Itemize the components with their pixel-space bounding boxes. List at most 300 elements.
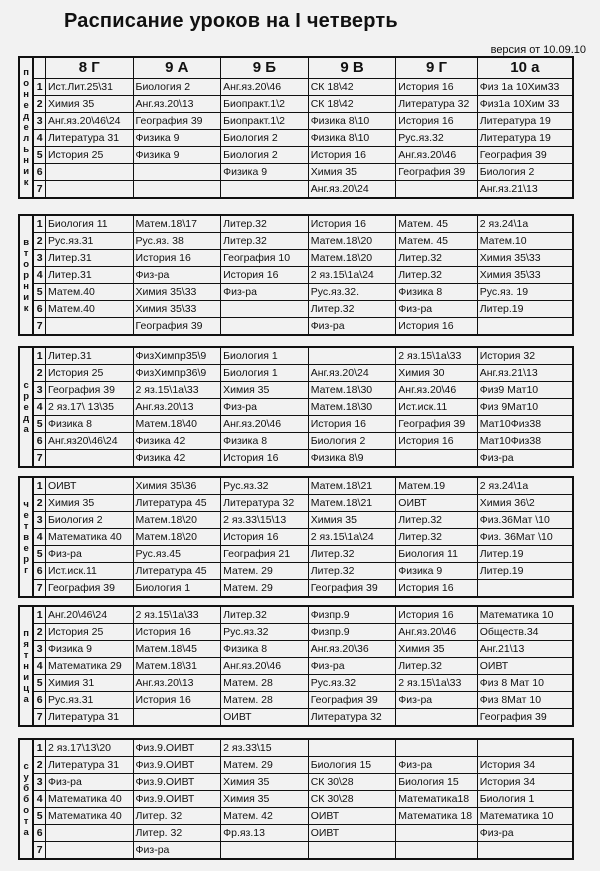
lesson-cell: 2 яз.15\1а\24 bbox=[308, 267, 396, 284]
day-label: с у б б о т а bbox=[19, 739, 33, 859]
lesson-cell: Физика 42 bbox=[133, 433, 221, 450]
lesson-row bbox=[19, 842, 573, 860]
lesson-row bbox=[19, 791, 573, 808]
lesson-cell: Физ1а 10Хим 33 bbox=[477, 96, 573, 113]
lesson-cell: Анг.яз.20\46 bbox=[221, 658, 309, 675]
lesson-cell: Биология 2 bbox=[45, 512, 133, 529]
lesson-row bbox=[19, 347, 573, 365]
lesson-cell: Анг.яз.21\13 bbox=[477, 181, 573, 199]
lesson-cell: География 39 bbox=[396, 416, 477, 433]
lesson-cell: История 16 bbox=[396, 580, 477, 598]
lesson-cell bbox=[221, 842, 309, 860]
lesson-cell: Математика 40 bbox=[45, 529, 133, 546]
lesson-cell bbox=[477, 580, 573, 598]
lesson-cell: Литер.31 bbox=[45, 267, 133, 284]
lesson-cell: Физика 8 bbox=[396, 284, 477, 301]
lesson-cell: История 16 bbox=[221, 267, 309, 284]
lesson-cell: Матем.40 bbox=[45, 301, 133, 318]
lesson-cell: Матем.18\30 bbox=[308, 399, 396, 416]
lesson-row bbox=[19, 181, 573, 199]
class-header: 8 Г bbox=[45, 57, 133, 79]
lesson-cell: Анг.яз.20\46\24 bbox=[45, 113, 133, 130]
lesson-number: 3 bbox=[33, 250, 45, 267]
day-label: п я т н и ц а bbox=[19, 606, 33, 726]
lesson-cell: Анг.яз.20\46 bbox=[396, 624, 477, 641]
lesson-row bbox=[19, 739, 573, 757]
lesson-cell: Литература 45 bbox=[133, 563, 221, 580]
lesson-cell: Биология 2 bbox=[133, 79, 221, 96]
lesson-cell: Матем.19 bbox=[396, 477, 477, 495]
lesson-cell: Физика 9 bbox=[221, 164, 309, 181]
lesson-cell: Литература 19 bbox=[477, 130, 573, 147]
lesson-number: 5 bbox=[33, 147, 45, 164]
class-header: 9 Г bbox=[396, 57, 477, 79]
lesson-cell: География 39 bbox=[477, 147, 573, 164]
lesson-cell: Биология 2 bbox=[221, 147, 309, 164]
lesson-cell bbox=[477, 739, 573, 757]
lesson-row bbox=[19, 580, 573, 598]
lesson-number: 6 bbox=[33, 563, 45, 580]
lesson-row bbox=[19, 450, 573, 468]
lesson-cell: Литер.32 bbox=[396, 250, 477, 267]
lesson-cell: Рус.яз.32 bbox=[396, 130, 477, 147]
lesson-number: 3 bbox=[33, 512, 45, 529]
lesson-number: 3 bbox=[33, 113, 45, 130]
lesson-cell: Литер.32 bbox=[308, 563, 396, 580]
lesson-cell: Физика 9 bbox=[45, 641, 133, 658]
lesson-cell bbox=[45, 825, 133, 842]
lesson-cell: История 16 bbox=[396, 606, 477, 624]
lesson-cell: Литер.32 bbox=[308, 301, 396, 318]
lesson-number: 7 bbox=[33, 181, 45, 199]
lesson-cell: СК 18\42 bbox=[308, 79, 396, 96]
lesson-row bbox=[19, 130, 573, 147]
lesson-number: 2 bbox=[33, 96, 45, 113]
lesson-cell: Матем.18\21 bbox=[308, 477, 396, 495]
lesson-cell: История 16 bbox=[308, 416, 396, 433]
lesson-number: 7 bbox=[33, 842, 45, 860]
lesson-row bbox=[19, 757, 573, 774]
lesson-cell: Физ 8 Мат 10 bbox=[477, 675, 573, 692]
lesson-cell: История 16 bbox=[396, 433, 477, 450]
lesson-cell: Матем.18\31 bbox=[133, 658, 221, 675]
lesson-cell: Химия 36\2 bbox=[477, 495, 573, 512]
lesson-number: 6 bbox=[33, 692, 45, 709]
lesson-cell: Анг.яз.21\13 bbox=[477, 365, 573, 382]
lesson-cell: Физ-ра bbox=[221, 399, 309, 416]
lesson-number: 5 bbox=[33, 546, 45, 563]
lesson-cell bbox=[45, 450, 133, 468]
lesson-cell: Биология 2 bbox=[221, 130, 309, 147]
lesson-cell: География 10 bbox=[221, 250, 309, 267]
lesson-cell: Литература 31 bbox=[45, 709, 133, 727]
lesson-cell: Анг.яз.20\13 bbox=[133, 399, 221, 416]
lesson-cell: Литература 31 bbox=[45, 757, 133, 774]
lesson-cell: Математика 40 bbox=[45, 808, 133, 825]
lesson-cell: Анг.20\46\24 bbox=[45, 606, 133, 624]
lesson-cell: Физ-ра bbox=[45, 546, 133, 563]
lesson-cell: 2 яз.15\1а\33 bbox=[396, 675, 477, 692]
lesson-cell: Матем. 28 bbox=[221, 675, 309, 692]
lesson-cell bbox=[396, 825, 477, 842]
lesson-cell: Биология 2 bbox=[308, 433, 396, 450]
lesson-cell: Биология 11 bbox=[45, 215, 133, 233]
lesson-cell: Литер.32 bbox=[308, 546, 396, 563]
lesson-cell: Матем.18\30 bbox=[308, 382, 396, 399]
lesson-cell: Анг.яз.20\13 bbox=[133, 96, 221, 113]
lesson-cell: Рус.яз.32 bbox=[221, 624, 309, 641]
lesson-cell: 2 яз.15\1а\24 bbox=[308, 529, 396, 546]
lesson-number: 1 bbox=[33, 347, 45, 365]
lesson-cell: Физ 9Мат10 bbox=[477, 399, 573, 416]
lesson-cell: История 16 bbox=[396, 113, 477, 130]
lesson-cell bbox=[221, 318, 309, 336]
lesson-cell: История 16 bbox=[133, 692, 221, 709]
lesson-cell: Матем.18\20 bbox=[308, 233, 396, 250]
lesson-cell: Физика 9 bbox=[396, 563, 477, 580]
day-label: с р е д а bbox=[19, 347, 33, 467]
lesson-cell: Физ.9.ОИВТ bbox=[133, 739, 221, 757]
lesson-number: 5 bbox=[33, 416, 45, 433]
lesson-cell: Рус.яз.32 bbox=[221, 477, 309, 495]
lesson-cell bbox=[308, 842, 396, 860]
lesson-row bbox=[19, 606, 573, 624]
lesson-cell: География 39 bbox=[308, 692, 396, 709]
lesson-cell bbox=[45, 181, 133, 199]
lesson-cell: Биология 15 bbox=[396, 774, 477, 791]
lesson-cell: Биология 15 bbox=[308, 757, 396, 774]
lesson-cell: Химия 35 bbox=[396, 641, 477, 658]
lesson-cell: Рус.яз.31 bbox=[45, 233, 133, 250]
lesson-cell: Физ-ра bbox=[308, 318, 396, 336]
day-table-0 bbox=[18, 56, 574, 199]
lesson-cell: 2 яз.17\13\20 bbox=[45, 739, 133, 757]
lesson-cell: Матем. 29 bbox=[221, 580, 309, 598]
lesson-cell: СК 18\42 bbox=[308, 96, 396, 113]
lesson-number: 1 bbox=[33, 215, 45, 233]
lesson-number: 3 bbox=[33, 641, 45, 658]
lesson-cell: Математика 18 bbox=[396, 808, 477, 825]
lesson-cell bbox=[396, 709, 477, 727]
lesson-cell: Биология 1 bbox=[133, 580, 221, 598]
lesson-cell: Биология 1 bbox=[221, 347, 309, 365]
lesson-number: 6 bbox=[33, 825, 45, 842]
lesson-cell bbox=[221, 301, 309, 318]
lesson-row bbox=[19, 495, 573, 512]
lesson-cell: Матем. 45 bbox=[396, 215, 477, 233]
lesson-cell: Литература 45 bbox=[133, 495, 221, 512]
lesson-number: 3 bbox=[33, 382, 45, 399]
lesson-row bbox=[19, 267, 573, 284]
lesson-cell: 2 яз.15\1а\33 bbox=[133, 606, 221, 624]
lesson-cell: Анг.яз.20\24 bbox=[308, 365, 396, 382]
lesson-number: 4 bbox=[33, 267, 45, 284]
lesson-cell: Физ.9.ОИВТ bbox=[133, 791, 221, 808]
lesson-cell: СК 30\28 bbox=[308, 791, 396, 808]
lesson-number: 6 bbox=[33, 433, 45, 450]
lesson-cell: История 32 bbox=[477, 347, 573, 365]
lesson-row bbox=[19, 301, 573, 318]
lesson-cell: Математика 40 bbox=[45, 791, 133, 808]
lesson-number: 3 bbox=[33, 774, 45, 791]
lesson-cell: Анг.яз20\46\24 bbox=[45, 433, 133, 450]
lesson-row bbox=[19, 709, 573, 727]
lesson-cell: ОИВТ bbox=[221, 709, 309, 727]
lesson-row bbox=[19, 382, 573, 399]
lesson-cell: Физ-ра bbox=[477, 825, 573, 842]
lesson-number: 6 bbox=[33, 164, 45, 181]
lesson-cell: География 21 bbox=[221, 546, 309, 563]
lesson-cell bbox=[45, 318, 133, 336]
lesson-number: 2 bbox=[33, 624, 45, 641]
lesson-cell: ФизХимпр35\9 bbox=[133, 347, 221, 365]
lesson-cell: Матем.18\20 bbox=[133, 512, 221, 529]
lesson-cell: Химия 35\33 bbox=[477, 250, 573, 267]
day-table-2 bbox=[18, 346, 574, 468]
lesson-cell: Ист.иск.11 bbox=[45, 563, 133, 580]
lesson-number: 5 bbox=[33, 284, 45, 301]
lesson-cell: Анг.яз.20\13 bbox=[133, 675, 221, 692]
lesson-cell: Матем.18\20 bbox=[308, 250, 396, 267]
lesson-cell: Физ-ра bbox=[477, 450, 573, 468]
lesson-number: 5 bbox=[33, 675, 45, 692]
day-table-4 bbox=[18, 605, 574, 727]
lesson-cell: Литер.19 bbox=[477, 563, 573, 580]
lesson-cell: Литер.19 bbox=[477, 301, 573, 318]
lesson-cell: Литер. 32 bbox=[133, 808, 221, 825]
lesson-cell: Физика 42 bbox=[133, 450, 221, 468]
lesson-cell: Рус.яз.32 bbox=[308, 675, 396, 692]
lesson-row bbox=[19, 675, 573, 692]
lesson-cell: История 34 bbox=[477, 774, 573, 791]
lesson-cell: Литература 31 bbox=[45, 130, 133, 147]
lesson-cell: Физ-ра bbox=[133, 267, 221, 284]
day-label: п о н е д е л ь н и к bbox=[19, 57, 33, 198]
lesson-cell: Биопракт.1\2 bbox=[221, 96, 309, 113]
lesson-cell: ОИВТ bbox=[477, 658, 573, 675]
lesson-cell: Физика 8\9 bbox=[308, 450, 396, 468]
lesson-number: 2 bbox=[33, 365, 45, 382]
class-header: 9 В bbox=[308, 57, 396, 79]
lesson-cell: Физ.9.ОИВТ bbox=[133, 757, 221, 774]
lesson-cell bbox=[308, 739, 396, 757]
lesson-cell: Химия 35\36 bbox=[133, 477, 221, 495]
lesson-cell bbox=[45, 164, 133, 181]
page-title: Расписание уроков на I четверть bbox=[64, 10, 398, 32]
lesson-row bbox=[19, 147, 573, 164]
lesson-cell: Обществ.34 bbox=[477, 624, 573, 641]
lesson-row bbox=[19, 399, 573, 416]
header-blank bbox=[33, 57, 45, 79]
lesson-row bbox=[19, 250, 573, 267]
day-table-5 bbox=[18, 738, 574, 860]
lesson-cell bbox=[133, 709, 221, 727]
lesson-cell: История 16 bbox=[308, 147, 396, 164]
lesson-cell: 2 яз.15\1а\33 bbox=[396, 347, 477, 365]
day-table-3 bbox=[18, 476, 574, 598]
lesson-cell: Мат10Физ38 bbox=[477, 416, 573, 433]
lesson-cell bbox=[477, 842, 573, 860]
lesson-cell: Физика 8\10 bbox=[308, 113, 396, 130]
lesson-cell: История 25 bbox=[45, 624, 133, 641]
lesson-row bbox=[19, 546, 573, 563]
lesson-cell: География 39 bbox=[45, 580, 133, 598]
lesson-row bbox=[19, 416, 573, 433]
lesson-cell: Физ.9.ОИВТ bbox=[133, 774, 221, 791]
class-header: 10 а bbox=[477, 57, 573, 79]
class-header-row bbox=[19, 57, 573, 79]
lesson-cell: Химия 35 bbox=[221, 791, 309, 808]
lesson-row bbox=[19, 563, 573, 580]
lesson-cell: Математика18 bbox=[396, 791, 477, 808]
lesson-cell: Литер.32 bbox=[396, 529, 477, 546]
lesson-number: 4 bbox=[33, 658, 45, 675]
lesson-cell: Анг.яз.20\46 bbox=[221, 79, 309, 96]
lesson-cell: Матем.40 bbox=[45, 284, 133, 301]
lesson-cell: Химия 35\33 bbox=[477, 267, 573, 284]
lesson-cell: Физпр.9 bbox=[308, 606, 396, 624]
day-label: в т о р н и к bbox=[19, 215, 33, 335]
lesson-cell: Матем. 42 bbox=[221, 808, 309, 825]
lesson-cell: История 16 bbox=[396, 79, 477, 96]
lesson-cell: Физ-ра bbox=[221, 284, 309, 301]
lesson-row bbox=[19, 164, 573, 181]
lesson-cell: Литература 32 bbox=[308, 709, 396, 727]
lesson-cell: Литература 32 bbox=[396, 96, 477, 113]
lesson-row bbox=[19, 96, 573, 113]
lesson-cell bbox=[133, 164, 221, 181]
lesson-cell: Литер.32 bbox=[396, 658, 477, 675]
lesson-cell: Биология 1 bbox=[477, 791, 573, 808]
lesson-cell: География 39 bbox=[477, 709, 573, 727]
lesson-cell: Физика 9 bbox=[133, 130, 221, 147]
lesson-cell: Физ-ра bbox=[396, 692, 477, 709]
lesson-cell: Математика 10 bbox=[477, 606, 573, 624]
lesson-cell: 2 яз.33\15 bbox=[221, 739, 309, 757]
lesson-cell: Анг.яз.20\24 bbox=[308, 181, 396, 199]
lesson-cell: 2 яз.24\1а bbox=[477, 215, 573, 233]
lesson-cell: 2 яз.24\1а bbox=[477, 477, 573, 495]
lesson-cell: Физ9 Мат10 bbox=[477, 382, 573, 399]
lesson-number: 1 bbox=[33, 79, 45, 96]
lesson-number: 1 bbox=[33, 606, 45, 624]
class-header: 9 А bbox=[133, 57, 221, 79]
lesson-cell: Химия 31 bbox=[45, 675, 133, 692]
lesson-cell bbox=[396, 842, 477, 860]
lesson-row bbox=[19, 233, 573, 250]
lesson-row bbox=[19, 658, 573, 675]
lesson-cell: Математика 10 bbox=[477, 808, 573, 825]
lesson-cell: Литература 19 bbox=[477, 113, 573, 130]
lesson-row bbox=[19, 477, 573, 495]
lesson-row bbox=[19, 79, 573, 96]
lesson-cell: Литература 32 bbox=[221, 495, 309, 512]
lesson-number: 5 bbox=[33, 808, 45, 825]
lesson-cell: Физ-ра bbox=[396, 757, 477, 774]
lesson-number: 2 bbox=[33, 757, 45, 774]
lesson-cell: 2 яз.15\1а\33 bbox=[133, 382, 221, 399]
lesson-cell: Физика 8\10 bbox=[308, 130, 396, 147]
lesson-cell: Матем. 29 bbox=[221, 757, 309, 774]
lesson-cell bbox=[308, 347, 396, 365]
day-label: ч е т в е р г bbox=[19, 477, 33, 597]
lesson-cell: Литер. 32 bbox=[133, 825, 221, 842]
lesson-cell: Физ-ра bbox=[133, 842, 221, 860]
lesson-cell: Химия 35 bbox=[308, 512, 396, 529]
lesson-cell: Литер.32 bbox=[221, 606, 309, 624]
lesson-cell: Химия 35 bbox=[45, 96, 133, 113]
lesson-cell: Ист.Лит.25\31 bbox=[45, 79, 133, 96]
lesson-cell: Физ-ра bbox=[396, 301, 477, 318]
lesson-cell: ФизХимпр36\9 bbox=[133, 365, 221, 382]
lesson-cell: География 39 bbox=[396, 164, 477, 181]
lesson-cell: Анг.яз.20\46 bbox=[396, 382, 477, 399]
lesson-cell bbox=[477, 318, 573, 336]
lesson-row bbox=[19, 624, 573, 641]
lesson-cell: Анг.яз.20\46 bbox=[396, 147, 477, 164]
lesson-cell: История 16 bbox=[133, 624, 221, 641]
class-header: 9 Б bbox=[221, 57, 309, 79]
lesson-cell: Рус.яз. 19 bbox=[477, 284, 573, 301]
lesson-cell: Матем.18\21 bbox=[308, 495, 396, 512]
lesson-cell bbox=[133, 181, 221, 199]
lesson-cell: Физ-ра bbox=[45, 774, 133, 791]
lesson-cell: История 25 bbox=[45, 365, 133, 382]
lesson-cell: Литер.32 bbox=[396, 512, 477, 529]
lesson-number: 2 bbox=[33, 495, 45, 512]
lesson-cell: Литер.32 bbox=[221, 215, 309, 233]
lesson-cell: Фр.яз.13 bbox=[221, 825, 309, 842]
lesson-row bbox=[19, 318, 573, 336]
lesson-cell: Литер.32 bbox=[221, 233, 309, 250]
lesson-cell: История 25 bbox=[45, 147, 133, 164]
lesson-cell: СК 30\28 bbox=[308, 774, 396, 791]
lesson-cell: ОИВТ bbox=[308, 825, 396, 842]
lesson-cell: Матем.18\40 bbox=[133, 416, 221, 433]
lesson-number: 2 bbox=[33, 233, 45, 250]
lesson-cell: Физпр.9 bbox=[308, 624, 396, 641]
lesson-number: 6 bbox=[33, 301, 45, 318]
lesson-row bbox=[19, 774, 573, 791]
lesson-cell: Рус.яз. 38 bbox=[133, 233, 221, 250]
lesson-cell: Матем.18\17 bbox=[133, 215, 221, 233]
lesson-cell: Химия 35\33 bbox=[133, 284, 221, 301]
lesson-cell bbox=[396, 739, 477, 757]
lesson-number: 1 bbox=[33, 739, 45, 757]
lesson-cell: Математика 29 bbox=[45, 658, 133, 675]
lesson-cell: Физ. 36Мат \10 bbox=[477, 529, 573, 546]
lesson-cell: Биология 1 bbox=[221, 365, 309, 382]
lesson-cell: Матем.10 bbox=[477, 233, 573, 250]
lesson-cell: География 39 bbox=[308, 580, 396, 598]
lesson-cell: Анг.яз.20\46 bbox=[221, 416, 309, 433]
lesson-cell: Физика 8 bbox=[221, 641, 309, 658]
lesson-cell: Физика 9 bbox=[133, 147, 221, 164]
lesson-cell: Матем. 29 bbox=[221, 563, 309, 580]
lesson-number: 4 bbox=[33, 399, 45, 416]
lesson-cell bbox=[45, 842, 133, 860]
lesson-cell: Физика 8 bbox=[45, 416, 133, 433]
lesson-row bbox=[19, 512, 573, 529]
lesson-cell: История 16 bbox=[221, 529, 309, 546]
lesson-cell: Биология 11 bbox=[396, 546, 477, 563]
lesson-row bbox=[19, 215, 573, 233]
lesson-cell: Матем. 45 bbox=[396, 233, 477, 250]
lesson-cell: Литер.31 bbox=[45, 347, 133, 365]
lesson-cell: ОИВТ bbox=[396, 495, 477, 512]
lesson-number: 4 bbox=[33, 529, 45, 546]
lesson-cell: Литер.31 bbox=[45, 250, 133, 267]
